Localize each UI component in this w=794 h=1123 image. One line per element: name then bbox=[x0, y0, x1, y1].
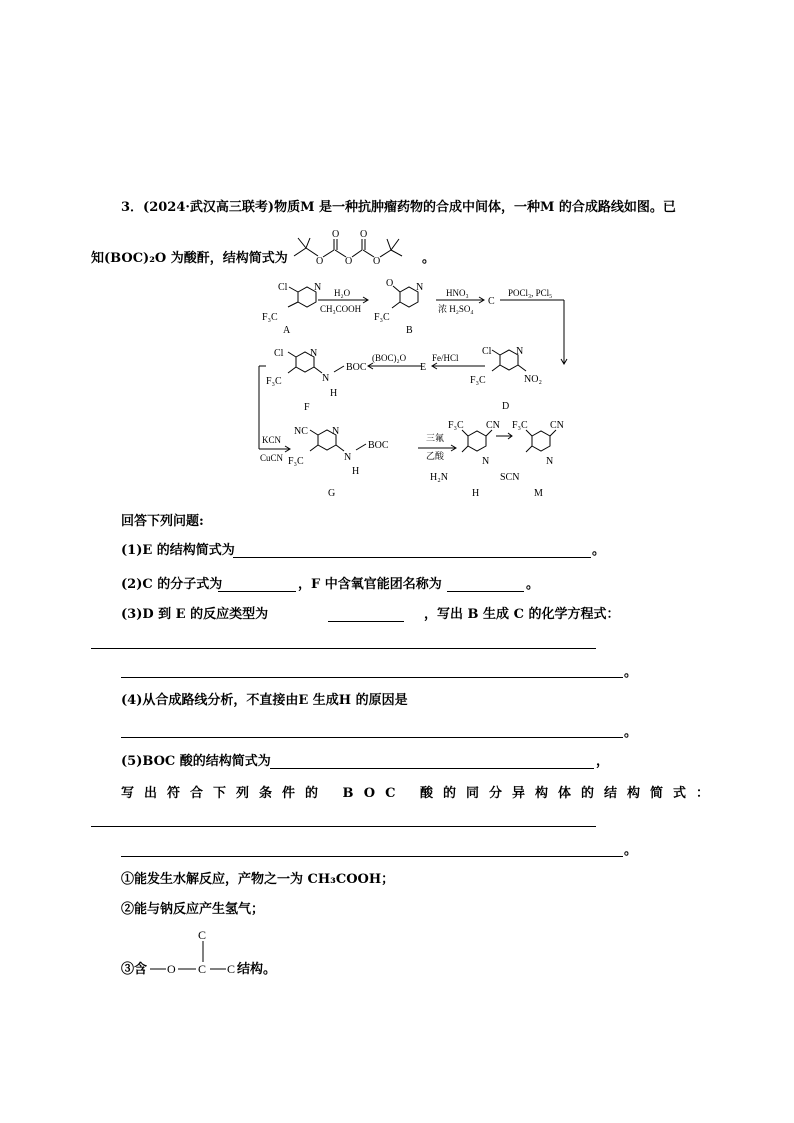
part-1-end: 。 bbox=[592, 543, 606, 558]
m-cn: CN bbox=[550, 420, 564, 431]
part-4-end: 。 bbox=[624, 725, 638, 740]
ring-m bbox=[532, 431, 550, 451]
label-b: B bbox=[406, 325, 413, 336]
reagent-6-bottom: CuCN bbox=[260, 453, 284, 463]
g-nh-n: N bbox=[344, 452, 352, 463]
label-d: D bbox=[502, 401, 510, 412]
condition-2: ②能与钠反应产生氢气； bbox=[121, 902, 265, 917]
label-c: C bbox=[488, 296, 495, 307]
part-3-answer-line-c[interactable] bbox=[121, 677, 623, 678]
reagent-1-top: H₂O bbox=[334, 288, 351, 298]
part-4-prompt: (4)从合成路线分析，不直接由E 生成H 的原因是 bbox=[121, 693, 408, 708]
part-5-end: 。 bbox=[624, 843, 638, 858]
condition-1: ①能发生水解反应，产物之一为 CH₃COOH； bbox=[121, 872, 395, 887]
fragment-c-top: C bbox=[198, 928, 207, 942]
boc2o-bonds bbox=[294, 238, 402, 257]
reagent-5: (BOC)₂O bbox=[372, 353, 407, 363]
part-2-end: 。 bbox=[526, 577, 540, 592]
label-g: G bbox=[328, 488, 336, 499]
h-f3c: F₃C bbox=[448, 420, 464, 431]
h-cn: CN bbox=[486, 420, 500, 431]
g-boc: BOC bbox=[368, 440, 389, 451]
a-n: N bbox=[314, 282, 322, 293]
f-n: N bbox=[310, 348, 318, 359]
reagent-3: POCl₃, PCl₅ bbox=[508, 288, 553, 298]
f-cl: Cl bbox=[274, 348, 284, 359]
condition-3-post: 结构。 bbox=[237, 962, 277, 977]
reagent-7-top: 三氟 bbox=[426, 433, 445, 443]
part-5-prompt: (5)BOC 酸的结构简式为 bbox=[121, 754, 271, 769]
label-e: E bbox=[420, 362, 427, 373]
a-cl: Cl bbox=[278, 282, 288, 293]
h-n: N bbox=[482, 456, 490, 467]
boc2o-o5: O bbox=[373, 256, 381, 267]
question-intro-a: 物质M 是一种抗肿瘤药物的合成中间体，一种M 的合成路线如图。已 bbox=[274, 200, 676, 215]
part-1-prompt: (1)E 的结构简式为 bbox=[121, 543, 235, 558]
a-f3c: F₃C bbox=[262, 312, 278, 323]
synthesis-scheme bbox=[250, 278, 590, 503]
m-scn: SCN bbox=[500, 472, 520, 483]
part-5-comma: ， bbox=[596, 754, 610, 769]
boc2o-o3: O bbox=[345, 256, 353, 267]
fragment-c-right: C bbox=[227, 962, 236, 976]
part-5-write bbox=[121, 786, 719, 802]
part-4-answer-line[interactable] bbox=[121, 737, 623, 738]
f-nh-h: H bbox=[330, 388, 338, 399]
answer-intro: 回答下列问题: bbox=[121, 514, 204, 529]
boc2o-o4: O bbox=[360, 229, 368, 240]
boc2o-o1: O bbox=[316, 256, 324, 267]
fragment-c-center: C bbox=[198, 962, 207, 976]
label-m: M bbox=[534, 488, 543, 499]
fragment-o: O bbox=[167, 962, 176, 976]
boc2o-o2: O bbox=[332, 229, 340, 240]
part-3-prompt bbox=[121, 607, 268, 623]
g-nc: NC bbox=[294, 426, 308, 437]
reagent-1-bottom: CH₃COOH bbox=[320, 304, 362, 314]
condition-3-fragment bbox=[148, 925, 238, 981]
m-n: N bbox=[546, 456, 554, 467]
f-nh-n: N bbox=[322, 373, 330, 384]
b-n: N bbox=[416, 282, 424, 293]
part-3-answer-line-a[interactable] bbox=[328, 621, 404, 622]
question-intro-end: 。 bbox=[422, 251, 436, 266]
g-nh-h: H bbox=[352, 466, 360, 477]
question-source: (2024·武汉高三联考) bbox=[143, 200, 275, 215]
f-f3c: F₃C bbox=[266, 376, 282, 387]
part-5-write-text: 写出符合下列条件的 BOC 酸的同分异构体的结构简式： bbox=[121, 786, 719, 801]
question-header bbox=[121, 200, 676, 216]
reagent-6-top: KCN bbox=[262, 435, 282, 445]
reagent-7-bottom: 乙酸 bbox=[426, 451, 445, 461]
d-n: N bbox=[516, 346, 524, 357]
reagent-2-top: HNO₃ bbox=[446, 288, 469, 298]
g-f3c: F₃C bbox=[288, 456, 304, 467]
part-5-answer-line-b[interactable] bbox=[91, 826, 596, 827]
label-h: H bbox=[472, 488, 480, 499]
d-no2: NO₂ bbox=[524, 374, 542, 385]
part-2-answer-line-a[interactable] bbox=[218, 591, 296, 592]
part-1-answer-line[interactable] bbox=[233, 557, 591, 558]
m-f3c: F₃C bbox=[512, 420, 528, 431]
part-3-end: 。 bbox=[624, 665, 638, 680]
part-3-mid: ，写出 B 生成 C 的化学方程式： bbox=[424, 607, 620, 622]
b-f3c: F₃C bbox=[374, 312, 390, 323]
part-3-pre: (3)D 到 E 的反应类型为 bbox=[121, 607, 269, 622]
h-h2n: H₂N bbox=[430, 472, 448, 483]
label-a: A bbox=[283, 325, 291, 336]
part-2-answer-line-b[interactable] bbox=[447, 591, 524, 592]
reagent-2-bottom: 浓 H₂SO₄ bbox=[438, 304, 474, 314]
part-5-answer-line-a[interactable] bbox=[270, 768, 594, 769]
question-intro-b: 知(BOC)₂O 为酸酐，结构简式为 bbox=[91, 251, 288, 266]
part-2-prompt: (2)C 的分子式为 bbox=[121, 577, 223, 592]
question-number: 3． bbox=[121, 200, 144, 215]
d-f3c: F₃C bbox=[470, 375, 486, 386]
g-n: N bbox=[332, 426, 340, 437]
part-3-answer-line-b[interactable] bbox=[91, 648, 596, 649]
f-boc: BOC bbox=[346, 362, 367, 373]
ring-h bbox=[468, 431, 486, 451]
part-2-mid: ，F 中含氧官能团名称为 bbox=[298, 577, 442, 592]
b-o: O bbox=[386, 278, 394, 289]
boc2o-structure bbox=[290, 226, 424, 272]
question-intro-b-line bbox=[91, 251, 288, 267]
label-f: F bbox=[304, 402, 310, 413]
part-5-answer-line-c[interactable] bbox=[121, 856, 623, 857]
d-cl: Cl bbox=[482, 346, 492, 357]
condition-3-pre: ③含 bbox=[121, 962, 148, 977]
reagent-4: Fe/HCl bbox=[432, 353, 459, 363]
